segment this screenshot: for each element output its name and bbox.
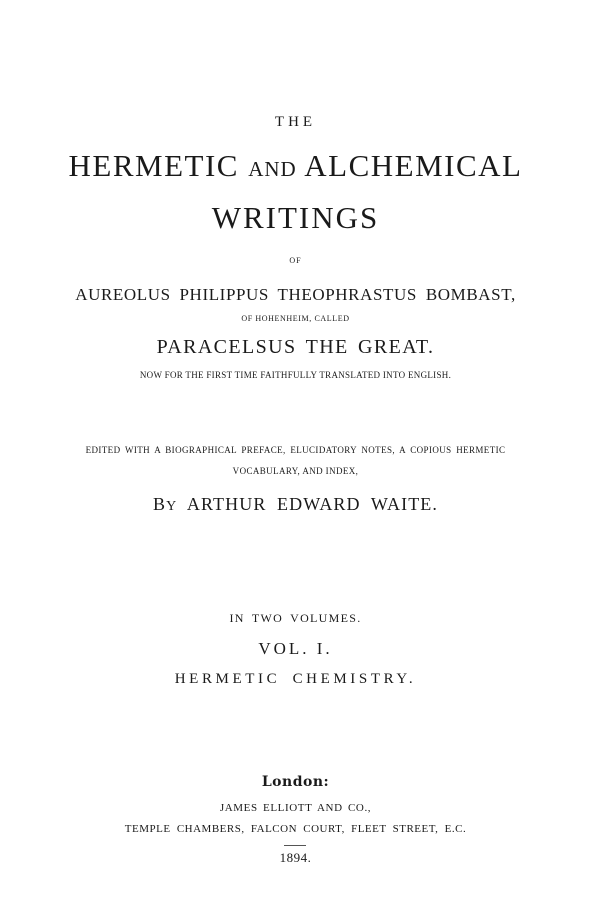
author-origin: OF HOHENHEIM, CALLED bbox=[241, 314, 350, 323]
year-divider bbox=[284, 845, 306, 846]
main-title-line-2: WRITINGS bbox=[211, 200, 380, 235]
editor-credit bbox=[0, 495, 591, 514]
publisher-name: JAMES ELLIOTT AND CO., bbox=[219, 802, 372, 814]
of-connector: OF bbox=[289, 256, 302, 265]
author-full-name: AUREOLUS PHILIPPUS THEOPHRASTUS BOMBAST, bbox=[75, 285, 516, 304]
title-article: THE bbox=[274, 114, 317, 130]
volume-subject: HERMETIC CHEMISTRY. bbox=[174, 671, 417, 687]
volume-count: IN TWO VOLUMES. bbox=[229, 611, 362, 625]
publisher-address: TEMPLE CHAMBERS, FALCON COURT, FLEET STREET, E.C. bbox=[124, 823, 467, 835]
author-known-as: PARACELSUS THE GREAT. bbox=[156, 336, 435, 358]
translation-note: NOW FOR THE FIRST TIME FAITHFULLY TRANSLATED INTO ENGLISH. bbox=[139, 370, 452, 380]
edition-note-line-1: EDITED WITH A BIOGRAPHICAL PREFACE, ELUCIDATORY NOTES, A COPIOUS HERMETIC bbox=[85, 445, 506, 455]
editor-name: ARTHUR EDWARD WAITE. bbox=[186, 494, 438, 514]
title-word-alchemical: ALCHEMICAL bbox=[304, 148, 523, 183]
edition-note-line-2: VOCABULARY, AND INDEX, bbox=[232, 466, 359, 476]
volume-number: VOL. I. bbox=[258, 639, 333, 658]
title-word-and: AND bbox=[248, 157, 297, 181]
main-title-line-1 bbox=[0, 150, 591, 181]
editor-by-rest: Y bbox=[166, 499, 178, 514]
title-word-hermetic: HERMETIC bbox=[68, 148, 239, 183]
editor-by-initial: B bbox=[152, 494, 167, 514]
publication-year: 1894. bbox=[279, 850, 312, 865]
publication-city: London: bbox=[261, 774, 330, 790]
